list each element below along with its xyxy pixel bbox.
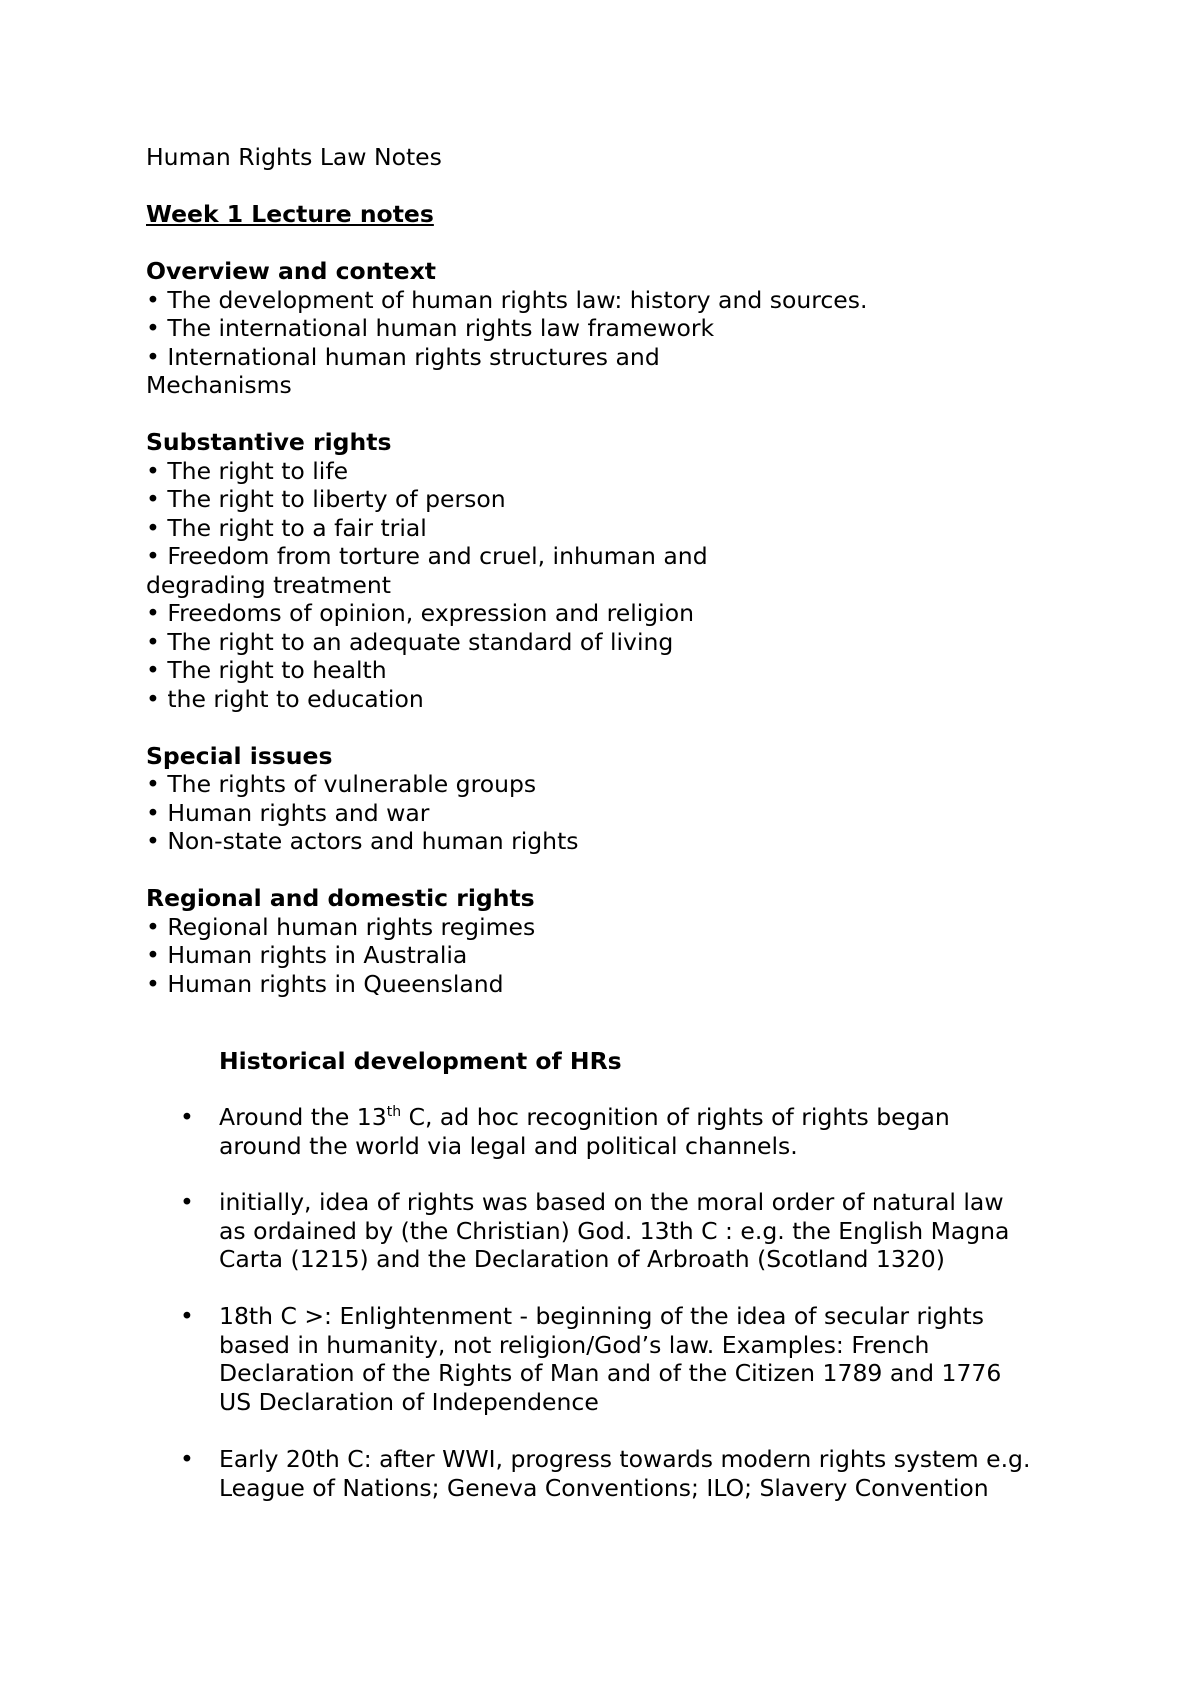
spacer [146, 713, 1106, 742]
text-run: C, ad hoc recognition of rights of rights began [401, 1103, 950, 1131]
section-line: • International human rights structures and [146, 342, 660, 371]
section-substantive-rights [146, 428, 1106, 713]
section-line: • Human rights and war [146, 798, 430, 827]
section-overview [146, 257, 1106, 400]
historical-heading: Historical development of HRs [219, 1047, 622, 1075]
list-item-line: initially, idea of rights was based on the moral order of natural law [219, 1188, 1004, 1216]
section-line: • Freedom from torture and cruel, inhuman and [146, 542, 708, 570]
spacer [146, 229, 1106, 258]
list-item-line: US Declaration of Independence [219, 1387, 599, 1416]
superscript: th [386, 1104, 402, 1121]
list-item-line: Early 20th C: after WWI, progress towards modern rights system e.g. [219, 1445, 1031, 1473]
bullet-icon: • [180, 1445, 194, 1473]
list-item-line: Carta (1215) and the Declaration of Arbroath (Scotland 1320) [219, 1245, 945, 1273]
list-item-line [219, 1103, 1099, 1132]
section-line: • The right to liberty of person [146, 485, 506, 513]
spacer [146, 856, 1106, 885]
section-line: • Human rights in Queensland [146, 969, 504, 998]
section-line: • Regional human rights regimes [146, 912, 536, 941]
section-line: • The development of human rights law: history and sources. [146, 285, 868, 314]
section-heading: Regional and domestic rights [146, 884, 535, 912]
bullet-icon: • [180, 1302, 194, 1330]
section-heading: Substantive rights [146, 428, 392, 456]
section-heading: Special issues [146, 741, 333, 770]
list-item-line: as ordained by (the Christian) God. 13th C : e.g. the English Magna [219, 1216, 1010, 1245]
section-line: • The right to an adequate standard of living [146, 627, 674, 656]
section-line: • The right to life [146, 456, 349, 485]
list-item-text [219, 1445, 1099, 1502]
section-line: • Human rights in Australia [146, 941, 468, 969]
section-line: Mechanisms [146, 371, 292, 399]
section-regional-domestic [146, 884, 1106, 998]
list-item-line: based in humanity, not religion/God’s law. Examples: French [219, 1330, 930, 1359]
list-item-line: around the world via legal and political channels. [219, 1131, 798, 1160]
section-line: • Freedoms of opinion, expression and religion [146, 599, 694, 627]
week-heading: Week 1 Lecture notes [146, 200, 434, 228]
spacer [146, 400, 1106, 429]
section-line: • The right to a fair trial [146, 513, 427, 542]
section-special-issues [146, 742, 1106, 856]
list-item-text [219, 1103, 1099, 1160]
section-line: • The right to health [146, 656, 387, 684]
bullet-icon: • [180, 1188, 194, 1216]
section-line: degrading treatment [146, 570, 391, 599]
bullet-icon: • [180, 1103, 194, 1131]
section-heading: Overview and context [146, 257, 436, 285]
document-title: Human Rights Law Notes [146, 143, 442, 171]
list-item-line: Declaration of the Rights of Man and of the Citizen 1789 and 1776 [219, 1359, 1002, 1387]
section-line: • the right to education [146, 684, 424, 713]
list-item-line: 18th C >: Enlightenment - beginning of the idea of secular rights [219, 1302, 985, 1330]
list-item-text [219, 1188, 1099, 1274]
list-item-line: League of Nations; Geneva Conventions; ILO; Slavery Convention [219, 1473, 989, 1502]
notes-body [146, 143, 1106, 998]
list-item-text [219, 1302, 1099, 1416]
text-run: Around the 13 [219, 1103, 387, 1131]
section-line: • Non-state actors and human rights [146, 827, 579, 855]
section-line: • The international human rights law framework [146, 314, 715, 342]
section-line: • The rights of vulnerable groups [146, 770, 537, 798]
